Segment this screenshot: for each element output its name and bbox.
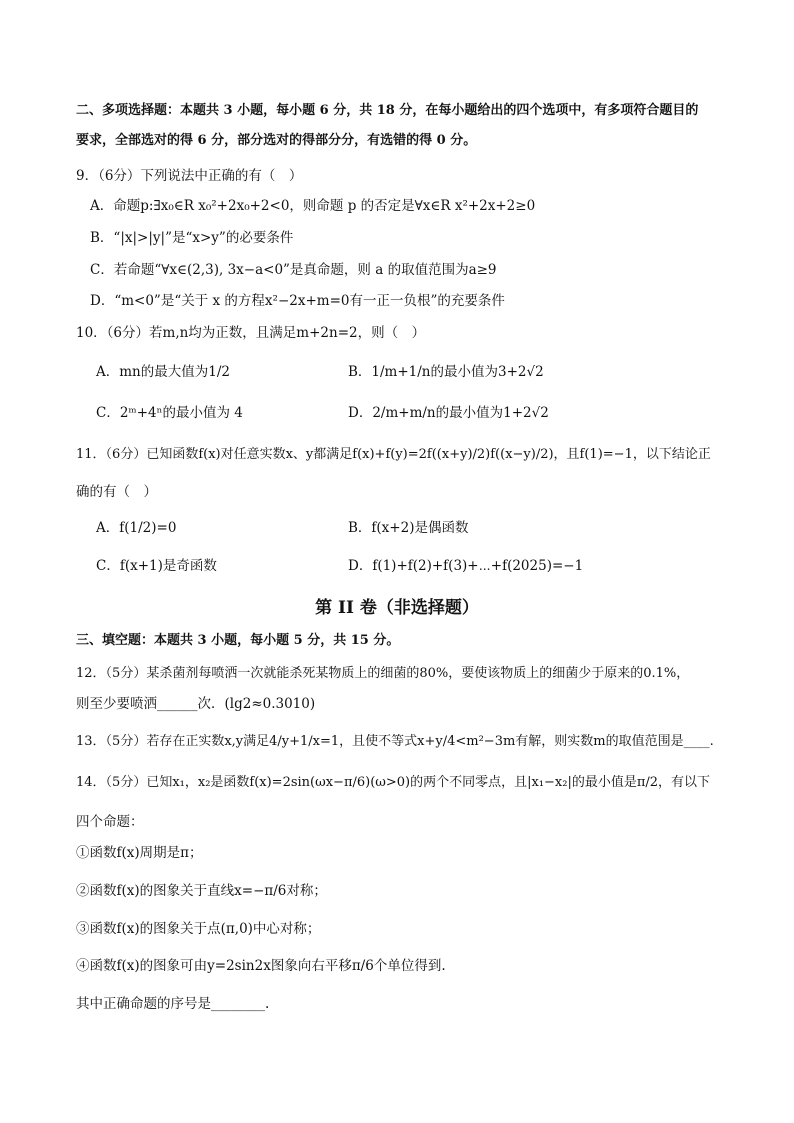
q14-proposition-3: ③函数f(x)的图象关于点(π,0)中心对称； <box>76 921 321 937</box>
section2-header-line1: 二、多项选择题：本题共 3 小题，每小题 6 分，共 18 分，在每小题给出的四个选项中，有多项符合题目的 <box>76 103 699 118</box>
q12-line2: 则至少要喷洒______次．(lg2≈0.3010) <box>76 696 316 712</box>
q10-stem: 10．（6分）若m,n均为正数，且满足m+2n=2，则（ ） <box>76 325 426 341</box>
part2-title: 第 II 卷（非选择题） <box>315 598 479 618</box>
q10-option-d: D．2/m+m/n的最小值为1+2√2 <box>348 405 549 421</box>
q14-proposition-2: ②函数f(x)的图象关于直线x=−π/6对称； <box>76 883 327 899</box>
q13-line1: 13．（5分）若存在正实数x,y满足4/y+1/x=1，且使不等式x+y/4<m²−3m有解，则实数m的取值范围是____. <box>76 734 714 749</box>
section2-header-line2: 要求，全部选对的得 6 分，部分选对的得部分分，有选错的得 0 分。 <box>76 133 477 148</box>
q11-option-a: A．f(1/2)=0 <box>96 520 177 536</box>
q9-option-a: A．命题p:∃x₀∈R x₀²+2x₀+2<0，则命题 p 的否定是∀x∈R x²+2x+2≥0 <box>90 198 536 214</box>
q11-option-b: B．f(x+2)是偶函数 <box>348 520 469 536</box>
q14-conclusion: 其中正确命题的序号是________. <box>76 996 270 1012</box>
section3-header: 三、填空题：本题共 3 小题，每小题 5 分，共 15 分。 <box>76 633 400 648</box>
q12-line1: 12．（5分）某杀菌剂每喷洒一次就能杀死某物质上的细菌的80%，要使该物质上的细菌少于原来的0.1%， <box>76 666 690 681</box>
q14-proposition-1: ①函数f(x)周期是π； <box>76 845 203 861</box>
q14-proposition-4: ④函数f(x)的图象可由y=2sin2x图象向右平移π/6个单位得到. <box>76 958 446 974</box>
q9-option-b: B．“|x|>|y|”是“x>y”的必要条件 <box>90 230 294 246</box>
q11-stem-line1: 11．（6分）已知函数f(x)对任意实数x、y都满足f(x)+f(y)=2f((x+y)/2)f((x−y)/2)，且f(1)=−1，以下结论正 <box>76 447 711 462</box>
q9-stem: 9．（6分）下列说法中正确的有（ ） <box>76 168 303 184</box>
q10-option-a: A．mn的最大值为1/2 <box>96 364 230 380</box>
q11-option-c: C．f(x+1)是奇函数 <box>96 558 217 574</box>
q10-option-c: C．2ᵐ+4ⁿ的最小值为 4 <box>96 405 243 421</box>
q9-option-d: D．“m<0”是“关于 x 的方程x²−2x+m=0有一正一负根”的充要条件 <box>90 293 505 309</box>
q9-option-c: C．若命题“∀x∈(2,3), 3x−a<0”是真命题，则 a 的取值范围为a≥9 <box>90 262 497 278</box>
q11-stem-line2: 确的有（ ） <box>76 484 157 500</box>
q11-option-d: D．f(1)+f(2)+f(3)+⋯+f(2025)=−1 <box>348 558 584 574</box>
q14-line1: 14．（5分）已知x₁，x₂是函数f(x)=2sin(ωx−π/6)(ω>0)的两个不同零点，且|x₁−x₂|的最小值是π/2，有以下 <box>76 775 711 790</box>
q10-option-b: B．1/m+1/n的最小值为3+2√2 <box>348 364 544 380</box>
q14-line2: 四个命题： <box>76 814 144 830</box>
